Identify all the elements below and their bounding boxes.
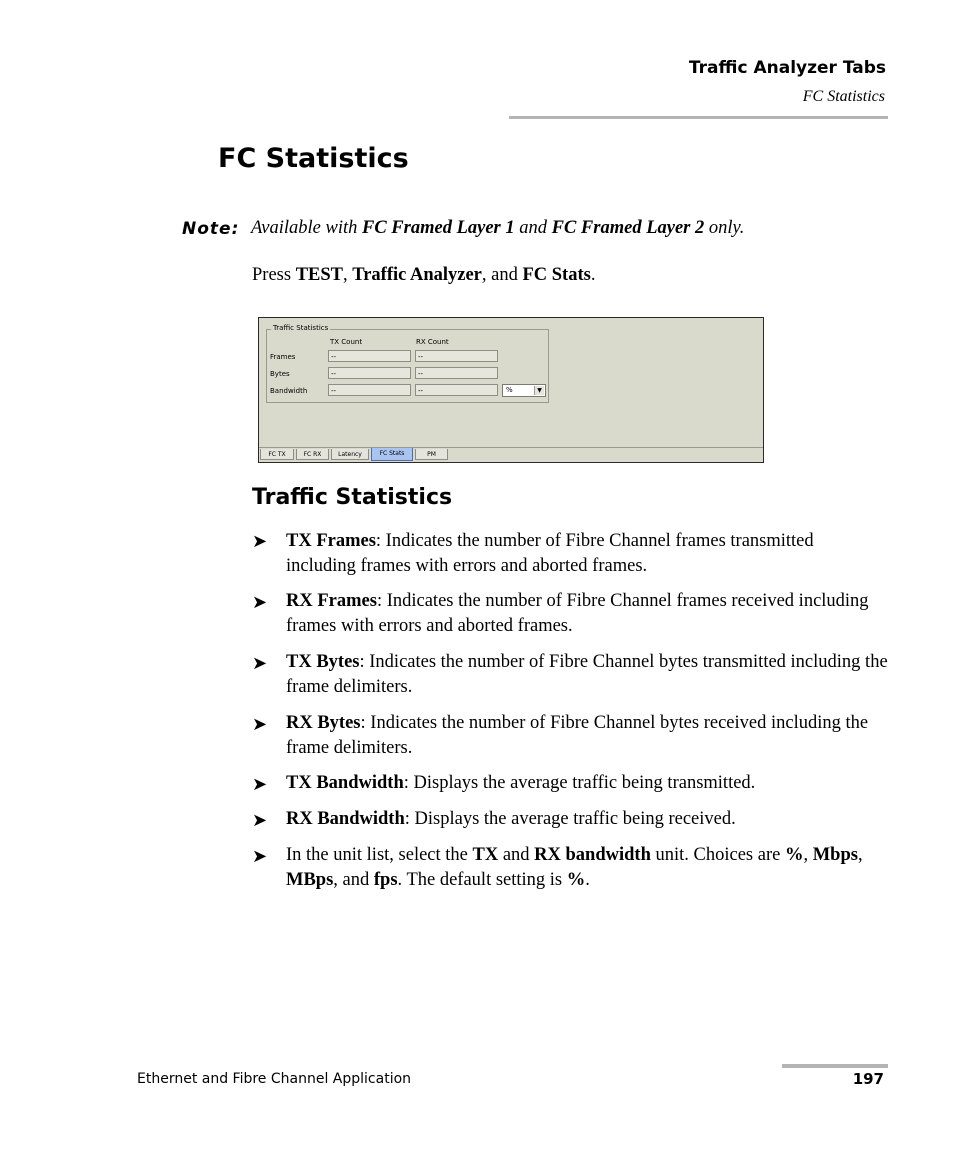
tx-bytes-field: --: [328, 367, 411, 379]
tab-latency[interactable]: Latency: [331, 449, 369, 460]
tab-fc-rx[interactable]: FC RX: [296, 449, 329, 460]
frames-label: Frames: [270, 353, 296, 361]
tab-fc-stats[interactable]: FC Stats: [371, 448, 413, 461]
bullet-arrow-icon: ➤: [252, 774, 268, 794]
tx-count-header: TX Count: [330, 338, 363, 346]
tx-frames-field: --: [328, 350, 411, 362]
rx-frames-field: --: [415, 350, 498, 362]
bytes-label: Bytes: [270, 370, 290, 378]
bullet-arrow-icon: ➤: [252, 714, 268, 734]
bullet-arrow-icon: ➤: [252, 531, 268, 551]
bullet-arrow-icon: ➤: [252, 592, 268, 612]
group-label: Traffic Statistics: [273, 324, 329, 332]
note-label: Note:: [182, 219, 240, 239]
bullet-unit-list: In the unit list, select the TX and RX bandwidth unit. Choices are %, Mbps, MBps, and fps. The default setting is %.: [286, 845, 863, 890]
unit-selected-value: %: [506, 386, 513, 394]
running-header-subtitle: FC Statistics: [802, 88, 885, 105]
tx-bandwidth-field: --: [328, 384, 411, 396]
note-text: Available with FC Framed Layer 1 and FC Framed Layer 2 only.: [251, 218, 745, 238]
page-number: 197: [852, 1070, 884, 1088]
bullet-arrow-icon: ➤: [252, 810, 268, 830]
fc-stats-screenshot: [258, 317, 764, 463]
bullet-tx-bytes: TX Bytes: Indicates the number of Fibre Channel bytes transmitted including the frame delimiters.: [286, 652, 888, 697]
press-instruction: Press TEST, Traffic Analyzer, and FC Stats.: [252, 265, 596, 285]
tab-fc-tx[interactable]: FC TX: [260, 449, 294, 460]
rx-bandwidth-field: --: [415, 384, 498, 396]
bullet-tx-bandwidth: TX Bandwidth: Displays the average traffic being transmitted.: [286, 773, 756, 793]
bullet-arrow-icon: ➤: [252, 653, 268, 673]
header-rule: [509, 116, 888, 119]
unit-select[interactable]: [502, 384, 546, 397]
chevron-down-icon[interactable]: ▼: [534, 386, 544, 395]
running-header-title: Traffic Analyzer Tabs: [688, 58, 886, 78]
bullet-rx-bandwidth: RX Bandwidth: Displays the average traffic being received.: [286, 809, 736, 829]
bullet-rx-frames: RX Frames: Indicates the number of Fibre Channel frames received including frames with errors and aborted frames.: [286, 591, 869, 636]
footer-manual-title: Ethernet and Fibre Channel Application: [137, 1071, 412, 1087]
section-heading: Traffic Statistics: [252, 485, 453, 510]
page-title: FC Statistics: [218, 143, 409, 174]
rx-bytes-field: --: [415, 367, 498, 379]
bullet-arrow-icon: ➤: [252, 846, 268, 866]
footer-rule: [782, 1064, 888, 1068]
bullet-rx-bytes: RX Bytes: Indicates the number of Fibre Channel bytes received including the frame delimiters.: [286, 713, 869, 758]
tab-strip-line: [259, 447, 763, 448]
rx-count-header: RX Count: [416, 338, 449, 346]
bullet-tx-frames: TX Frames: Indicates the number of Fibre Channel frames transmitted including frames with errors and aborted frames.: [286, 531, 814, 576]
bandwidth-label: Bandwidth: [270, 387, 308, 395]
tab-pm[interactable]: PM: [415, 449, 448, 460]
